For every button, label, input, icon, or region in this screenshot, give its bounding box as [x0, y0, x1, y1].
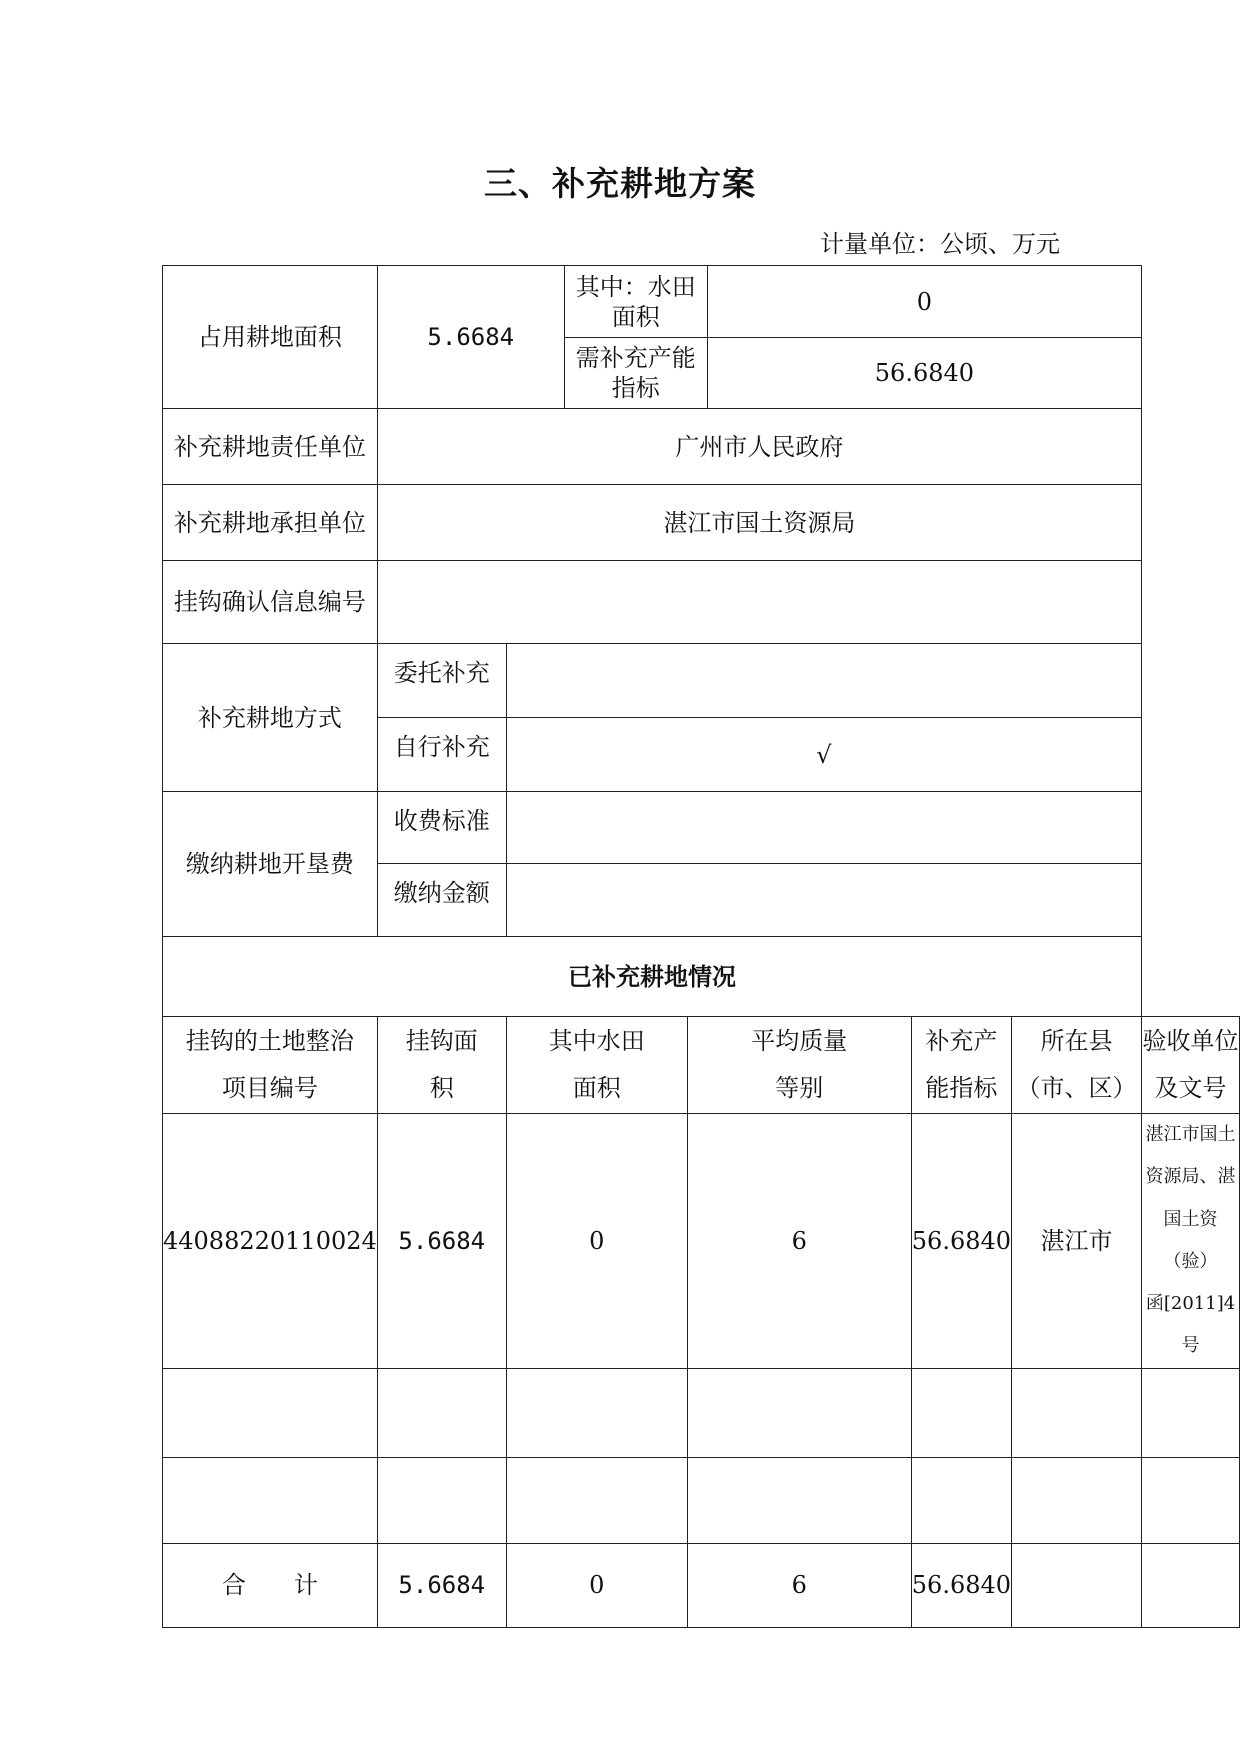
capacity-required-value: 56.6840	[707, 338, 1141, 409]
link-info-value	[377, 561, 1141, 644]
header-paddy-area-line1: 其中水田	[548, 1027, 645, 1056]
row-capacity: 56.6840	[911, 1114, 1011, 1369]
section-title: 已补充耕地情况	[163, 937, 1142, 1017]
row-link-area: 5.6684	[377, 1114, 506, 1369]
header-capacity	[911, 1017, 1011, 1114]
table-row-empty	[163, 1457, 1240, 1543]
responsible-unit-label: 补充耕地责任单位	[163, 409, 378, 485]
total-paddy-area: 0	[506, 1543, 687, 1627]
occupied-area-label: 占用耕地面积	[163, 266, 378, 409]
total-quality: 6	[687, 1543, 911, 1627]
row-project-no: 44088220110024	[163, 1114, 378, 1369]
fee-amount-value	[506, 864, 1141, 937]
header-county	[1012, 1017, 1142, 1114]
header-quality-line1: 平均质量	[751, 1027, 848, 1056]
entrusted-label: 委托补充	[377, 644, 506, 718]
header-project-no-line1: 挂钩的土地整治	[185, 1027, 354, 1056]
link-info-label: 挂钩确认信息编号	[163, 561, 378, 644]
row-paddy-area: 0	[506, 1114, 687, 1369]
row-acceptance	[1142, 1114, 1240, 1369]
fee-standard-value	[506, 792, 1141, 864]
fee-standard-label: 收费标准	[377, 792, 506, 864]
row-county: 湛江市	[1012, 1114, 1142, 1369]
fee-amount-label: 缴纳金额	[377, 864, 506, 937]
land-supplement-table	[162, 265, 1240, 1628]
method-label: 补充耕地方式	[163, 644, 378, 792]
total-county	[1012, 1543, 1142, 1627]
header-county-line2: （市、区）	[1016, 1074, 1137, 1102]
header-quality	[687, 1017, 911, 1114]
total-acceptance	[1142, 1543, 1240, 1627]
header-link-area-line1: 挂钩面	[405, 1027, 478, 1056]
header-acceptance-line1: 验收单位	[1142, 1027, 1239, 1056]
undertaking-unit-label: 补充耕地承担单位	[163, 485, 378, 561]
paddy-area-label: 其中：水田面积	[564, 266, 707, 338]
header-quality-line2: 等别	[775, 1074, 824, 1102]
paddy-area-value: 0	[707, 266, 1141, 338]
total-capacity: 56.6840	[911, 1543, 1011, 1627]
header-capacity-line1: 补充产	[925, 1027, 998, 1056]
responsible-unit-value: 广州市人民政府	[377, 409, 1141, 485]
page-title: 三、补充耕地方案	[484, 164, 756, 203]
header-project-no	[163, 1017, 378, 1114]
header-link-area-line2: 积	[429, 1074, 454, 1102]
row-acceptance-line2: 资源局、湛	[1145, 1166, 1236, 1188]
total-link-area: 5.6684	[377, 1543, 506, 1627]
row-acceptance-line4: 函[2011]4 号	[1145, 1293, 1236, 1357]
header-acceptance-line2: 及文号	[1154, 1074, 1227, 1102]
row-acceptance-line3: 国土资（验）	[1163, 1208, 1218, 1272]
header-capacity-line2: 能指标	[925, 1074, 998, 1102]
undertaking-unit-value: 湛江市国土资源局	[377, 485, 1141, 561]
total-row	[163, 1543, 1240, 1627]
header-paddy-area	[506, 1017, 687, 1114]
self-supplement-label: 自行补充	[377, 718, 506, 792]
fee-label: 缴纳耕地开垦费	[163, 792, 378, 937]
occupied-area-value: 5.6684	[377, 266, 564, 409]
entrusted-value	[506, 644, 1141, 718]
row-acceptance-line1: 湛江市国土	[1145, 1124, 1236, 1145]
row-quality: 6	[687, 1114, 911, 1369]
header-link-area	[377, 1017, 506, 1114]
total-label: 合 计	[163, 1543, 378, 1627]
unit-note: 计量单位：公顷、万元	[820, 230, 1060, 258]
header-acceptance	[1142, 1017, 1240, 1114]
header-county-line1: 所在县	[1040, 1027, 1113, 1056]
capacity-required-label: 需补充产能指标	[564, 338, 707, 409]
table-row	[163, 1114, 1240, 1369]
table-row-empty	[163, 1368, 1240, 1457]
self-supplement-check: √	[506, 718, 1141, 792]
header-project-no-line2: 项目编号	[221, 1074, 318, 1102]
header-paddy-area-line2: 面积	[572, 1074, 621, 1102]
